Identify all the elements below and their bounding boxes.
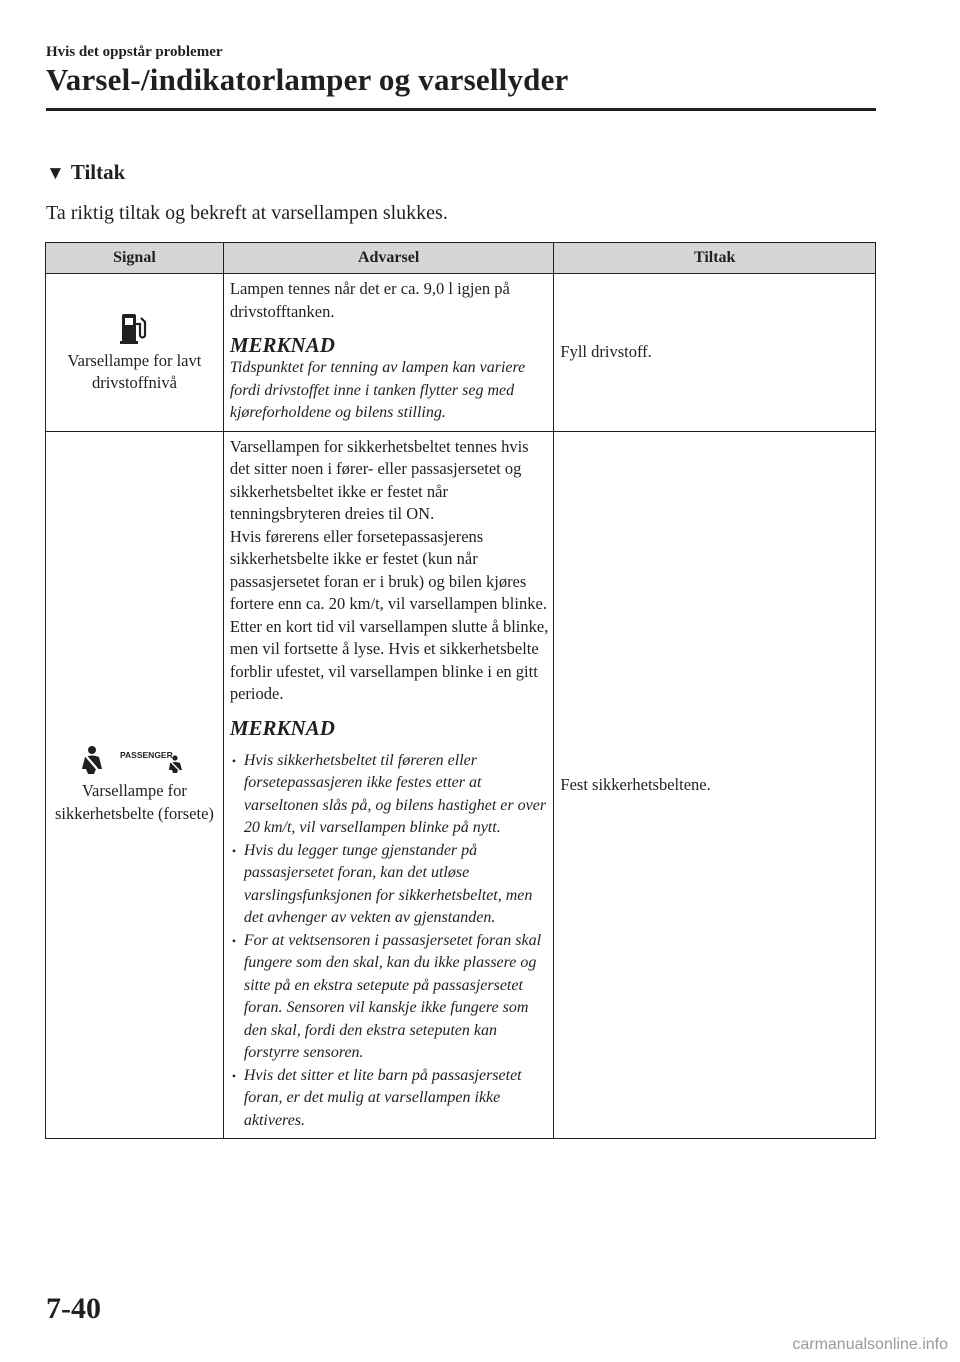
warning-table [45, 242, 876, 1139]
watermark: carmanualsonline.info [792, 1336, 948, 1353]
note-title: MERKNAD [229, 715, 335, 740]
signal-label: Varsellampe for lavt drivstoffnivå [67, 350, 202, 393]
sub-heading-text: Tiltak [70, 160, 126, 184]
note-item: • Hvis du legger tunge gjenstander på passasjersetet foran, kan det utløse varslingsfunksjonen for sikkerhetsbeltet, men det avhenger av vekten av gjenstanden. [230, 840, 550, 930]
page-title: Varsel-/indikatorlamper og varsellyder [46, 62, 569, 97]
seatbelt-icon [82, 746, 102, 774]
column-header-warning: Advarsel [223, 243, 554, 274]
note-item: • Hvis det sitter et lite barn på passasjersetet foran, er det mulig at varsellampen ikke aktiveres. [230, 1065, 550, 1133]
column-header-signal: Signal [46, 243, 224, 274]
note-item: • For at vektsensoren i passasjersetet foran skal fungere som den skal, kan du ikke plassere og sitte på en ekstra setepute på passasjersetet foran. Sensoren vil kanskje ikke fungere som den skal, fordi den ekstra seteputen kan forstyrre sensoren. [230, 930, 550, 1065]
note-title: MERKNAD [229, 333, 335, 357]
note-list [230, 750, 550, 1133]
triangle-down-icon: ▼ [46, 163, 65, 184]
section-label: Hvis det oppstår problemer [46, 44, 223, 60]
seatbelt-icons [50, 744, 219, 776]
column-header-action: Tiltak [554, 243, 876, 274]
signal-label: Varsellampe for sikkerhetsbelte (forsete) [54, 781, 214, 823]
page-number: 7-40 [46, 1292, 101, 1325]
warning-cell [223, 431, 554, 1139]
table-row [46, 431, 876, 1139]
signal-cell [46, 274, 224, 432]
table-row [46, 274, 876, 432]
fuel-pump-icon [50, 310, 219, 346]
warning-text: Varsellampen for sikkerhetsbeltet tennes hvis det sitter noen i fører- eller passasjersetet og sikkerhetsbeltet ikke er festet når tenningsbryteren dreies til ON. [229, 436, 529, 523]
action-cell: Fyll drivstoff. [554, 274, 876, 432]
intro-text: Ta riktig tiltak og bekreft at varsellampen slukkes. [46, 202, 448, 224]
warning-cell [223, 274, 554, 432]
warning-text: Lampen tennes når det er ca. 9,0 l igjen på drivstofftanken. [229, 279, 510, 321]
action-cell: Fest sikkerhetsbeltene. [554, 431, 876, 1139]
title-divider [46, 108, 876, 111]
sub-heading [46, 160, 125, 185]
signal-cell [46, 431, 224, 1139]
passenger-label: PASSENGER [120, 750, 174, 761]
note-text: Tidspunktet for tenning av lampen kan variere fordi drivstoffet inne i tanken flytter seg med kjøreforholdene og bilens stilling. [229, 359, 526, 421]
table-header-row [46, 243, 876, 274]
warning-text-2: Hvis førerens eller forsetepassasjerens sikkerhetsbelte ikke er festet (kun når passasjersetet foran er i bruk) og bilen kjøres fortere enn ca. 20 km/t, vil varsellampen blinke. Etter en kort tid vil varsellampen slutte å blinke, men vil fortsette å lyse. Hvis et sikkerhetsbelte forblir ufestet, vil varsellampen blinke i en gitt periode. [229, 526, 549, 703]
note-item: • Hvis sikkerhetsbeltet til føreren eller forsetepassasjeren ikke festes etter at varseltonen slås på, og bilens hastighet er over 20 km/t, vil varsellampen blinke på nytt. [230, 750, 550, 840]
